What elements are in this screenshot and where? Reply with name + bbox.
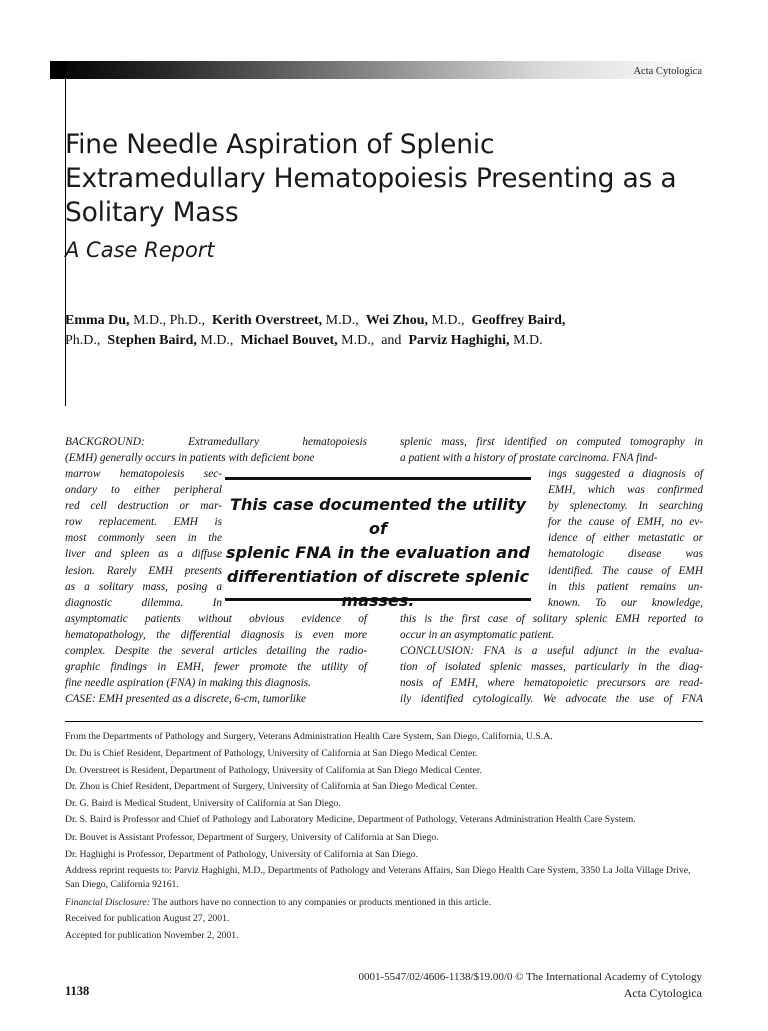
footnote-affiliation: From the Departments of Pathology and Surgery, Veterans Administration Health Care System, San Diego, California, U.S.A.: [65, 731, 553, 742]
page-number: 1138: [65, 984, 90, 998]
abstract-line: for the cause of EMH, no ev-: [548, 516, 703, 529]
author-degree: M.D.,: [341, 333, 375, 348]
disclosure-text: The authors have no connection to any companies or products mentioned in this article.: [149, 896, 492, 908]
abstract-line: complex. Despite the several articles detailing the radio-: [65, 645, 367, 658]
abstract-line: red cell destruction or mar-: [65, 500, 222, 513]
abstract-line: graphic findings in EMH, fewer promote the utility of: [65, 661, 367, 674]
disclosure-label: Financial Disclosure:: [65, 896, 150, 908]
abstract-line: a patient with a history of prostate carcinoma. FNA find-: [400, 452, 658, 465]
footnote-disclosure: [65, 895, 705, 912]
abstract-line: identified. The cause of EMH: [548, 564, 703, 577]
copyright-line: 0001-5547/02/4606-1138/$19.00/0 © The International Academy of Cytology: [358, 971, 702, 983]
author-list: [65, 311, 725, 351]
author-name: Stephen Baird,: [107, 333, 197, 348]
article-title: [65, 128, 725, 230]
footnote-haghighi: Dr. Haghighi is Professor, Department of Pathology, University of California at San Diego.: [65, 848, 419, 860]
footnote-zhou: Dr. Zhou is Chief Resident, Department of Surgery, University of California at San Diego Medical Center.: [65, 781, 478, 793]
title-line: Fine Needle Aspiration of Splenic: [65, 129, 495, 160]
footer-journal: Acta Cytologica: [623, 986, 702, 1000]
abstract-line: as a solitary mass, posing a: [65, 580, 222, 593]
title-line: Extramedullary Hematopoiesis Presenting as a: [65, 163, 677, 194]
author-degree: M.D.,: [431, 313, 465, 328]
footnote-accepted: Accepted for publication November 2, 2001.: [65, 930, 239, 942]
abstract-line: CONCLUSION: FNA is a useful adjunct in the evalua-: [400, 645, 703, 658]
author-name: Wei Zhou,: [365, 313, 428, 328]
author-name: Emma Du,: [65, 313, 130, 328]
abstract-left-bottom: [65, 611, 367, 708]
abstract-line: idence of either metastatic or: [548, 532, 703, 545]
title-line: Solitary Mass: [65, 197, 239, 228]
author-degree: M.D.,: [200, 333, 234, 348]
abstract-line: lesion. Rarely EMH presents: [65, 564, 222, 577]
author-conjunction: and: [381, 333, 402, 348]
author-degree: M.D.: [513, 333, 543, 348]
abstract-line: liver and spleen as a diffuse: [65, 548, 222, 561]
abstract-line: row replacement. EMH is: [65, 516, 222, 529]
abstract-line: fine needle aspiration (FNA) in making this diagnosis.: [65, 677, 311, 690]
abstract-line: occur in an asymptomatic patient.: [400, 629, 555, 642]
abstract-left-wrap: [65, 466, 222, 611]
pull-quote-line: splenic FNA in the evaluation and: [226, 543, 530, 562]
footnote-du: Dr. Du is Chief Resident, Department of Pathology, University of California at San Diego Medical Center.: [65, 747, 478, 759]
abstract-right-top: [400, 434, 703, 466]
header-bar-cap: [50, 61, 66, 79]
pull-quote: [225, 493, 531, 613]
pull-quote-line: masses.: [341, 591, 415, 610]
abstract-line: BACKGROUND: Extramedullary hematopoiesis: [65, 436, 367, 448]
author-degree: M.D., Ph.D.,: [133, 313, 206, 328]
abstract-left-top: [65, 434, 367, 466]
footnote-gbaird: Dr. G. Baird is Medical Student, University of California at San Diego.: [65, 798, 341, 810]
abstract-line: asymptomatic patients without obvious evidence of: [65, 613, 367, 625]
author-name: Kerith Overstreet,: [212, 313, 323, 328]
footnote-reprint: Address reprint requests to: Parviz Haghighi, M.D., Departments of Pathology and Veterans Affairs, San Diego Health Care System, 3350 La Jolla Village Drive, San Diego, California 92161.: [65, 864, 691, 890]
abstract-line: nosis of EMH, where hematopoietic precursors are read-: [400, 677, 703, 690]
abstract-line: ings suggested a diagnosis of: [548, 468, 703, 480]
footnote-divider: [65, 721, 703, 722]
abstract-line: this is the first case of solitary splenic EMH reported to: [400, 613, 703, 625]
running-head-journal: Acta Cytologica: [633, 66, 702, 77]
abstract-line: CASE: EMH presented as a discrete, 6-cm, tumorlike: [65, 693, 307, 706]
article-subtitle: A Case Report: [65, 238, 215, 262]
author-degree: M.D.,: [325, 313, 359, 328]
abstract-right-wrap: [548, 466, 703, 611]
abstract-line: tion of isolated splenic masses, particularly in the diag-: [400, 661, 703, 674]
pull-quote-box: [225, 477, 531, 610]
abstract-line: most commonly seen in the: [65, 532, 222, 545]
abstract-line: ily identified cytologically. We advocate the use of FNA: [400, 693, 703, 706]
abstract-line: hematologic disease was: [548, 548, 703, 561]
abstract-line: ondary to either peripheral: [65, 484, 222, 497]
author-line-2: [65, 331, 725, 351]
author-line-1: [65, 311, 725, 331]
author-name: Michael Bouvet,: [240, 333, 338, 348]
author-name: Parviz Haghighi,: [408, 333, 510, 348]
abstract-line: EMH, which was confirmed: [548, 484, 703, 497]
abstract-line: diagnostic dilemma. In: [65, 596, 222, 609]
pull-quote-line: This case documented the utility of: [230, 495, 526, 538]
author-degree: Ph.D.,: [65, 333, 101, 348]
abstract-line: (EMH) generally occurs in patients with deficient bone: [65, 452, 315, 465]
author-name: Geoffrey Baird,: [471, 313, 566, 328]
pull-quote-line: differentiation of discrete splenic: [226, 567, 530, 586]
abstract-line: marrow hematopoiesis sec-: [65, 468, 222, 480]
abstract-line: known. To our knowledge,: [548, 596, 703, 609]
abstract-line: in this patient remains un-: [548, 580, 703, 593]
abstract-right-bottom: [400, 611, 703, 708]
footnote-bouvet: Dr. Bouvet is Assistant Professor, Department of Surgery, University of California at San Diego.: [65, 831, 439, 843]
footnote-sbaird: Dr. S. Baird is Professor and Chief of Pathology and Laboratory Medicine, Department of Pathology, Veterans Administration Health Care System.: [65, 813, 636, 825]
footnote-overstreet: Dr. Overstreet is Resident, Department of Pathology, University of California at San Diego Medical Center.: [65, 764, 482, 776]
footnotes: [65, 729, 705, 945]
header-bar: [50, 61, 705, 79]
footnote-received: Received for publication August 27, 2001.: [65, 913, 230, 925]
abstract-line: hematopathology, the differential diagnosis is even more: [65, 629, 367, 642]
abstract-line: by splenectomy. In searching: [548, 500, 703, 513]
abstract-line: splenic mass, first identified on computed tomography in: [400, 436, 703, 448]
